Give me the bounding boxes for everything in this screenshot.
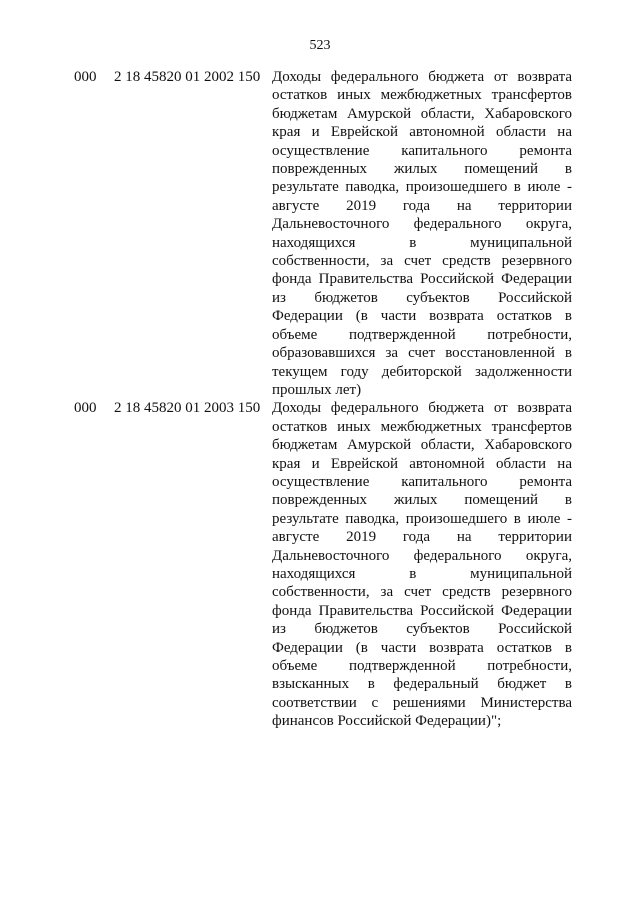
- budget-classification-code: 2 18 45820 01 2002 150: [114, 69, 261, 85]
- page-number: 523: [309, 38, 331, 53]
- table-row: [0, 68, 640, 399]
- income-description: Доходы федерального бюджета от возврата остатков иных межбюджетных трансфертов бюджетам Амурской области, Хабаровского края и Еврейской автономной области на осуществление капитального ремонта поврежденных жилых помещений в результате паводка, произошедшего в июле - августе 2019 года на территории Дальневосточного федерального округа, находящихся в муниципальной собственности, за счет средств резервного фонда Правительства Российской Федерации из бюджетов субъектов Российской Федерации (в части возврата остатков в объеме подтвержденной потребности, взысканных в федеральный бюджет в соответствии с решениями Министерства финансов Российской Федерации)";: [272, 400, 572, 730]
- table-row: [0, 399, 640, 730]
- admin-code: 000: [74, 400, 97, 417]
- budget-classification-code: 2 18 45820 01 2003 150: [114, 400, 261, 417]
- budget-code-table: [0, 68, 640, 731]
- income-description: Доходы федерального бюджета от возврата остатков иных межбюджетных трансфертов бюджетам Амурской области, Хабаровского края и Еврейской автономной области на осуществление капитального ремонта поврежденных жилых помещений в результате паводка, произошедшего в июле - августе 2019 года на территории Дальневосточного федерального округа, находящихся в муниципальной собственности, за счет средств резервного фонда Правительства Российской Федерации из бюджетов субъектов Российской Федерации (в части возврата остатков в объеме подтвержденной потребности, образовавшихся за счет восстановленной в текущем году дебиторской задолженности прошлых лет): [272, 69, 572, 398]
- admin-code: 000: [74, 69, 97, 85]
